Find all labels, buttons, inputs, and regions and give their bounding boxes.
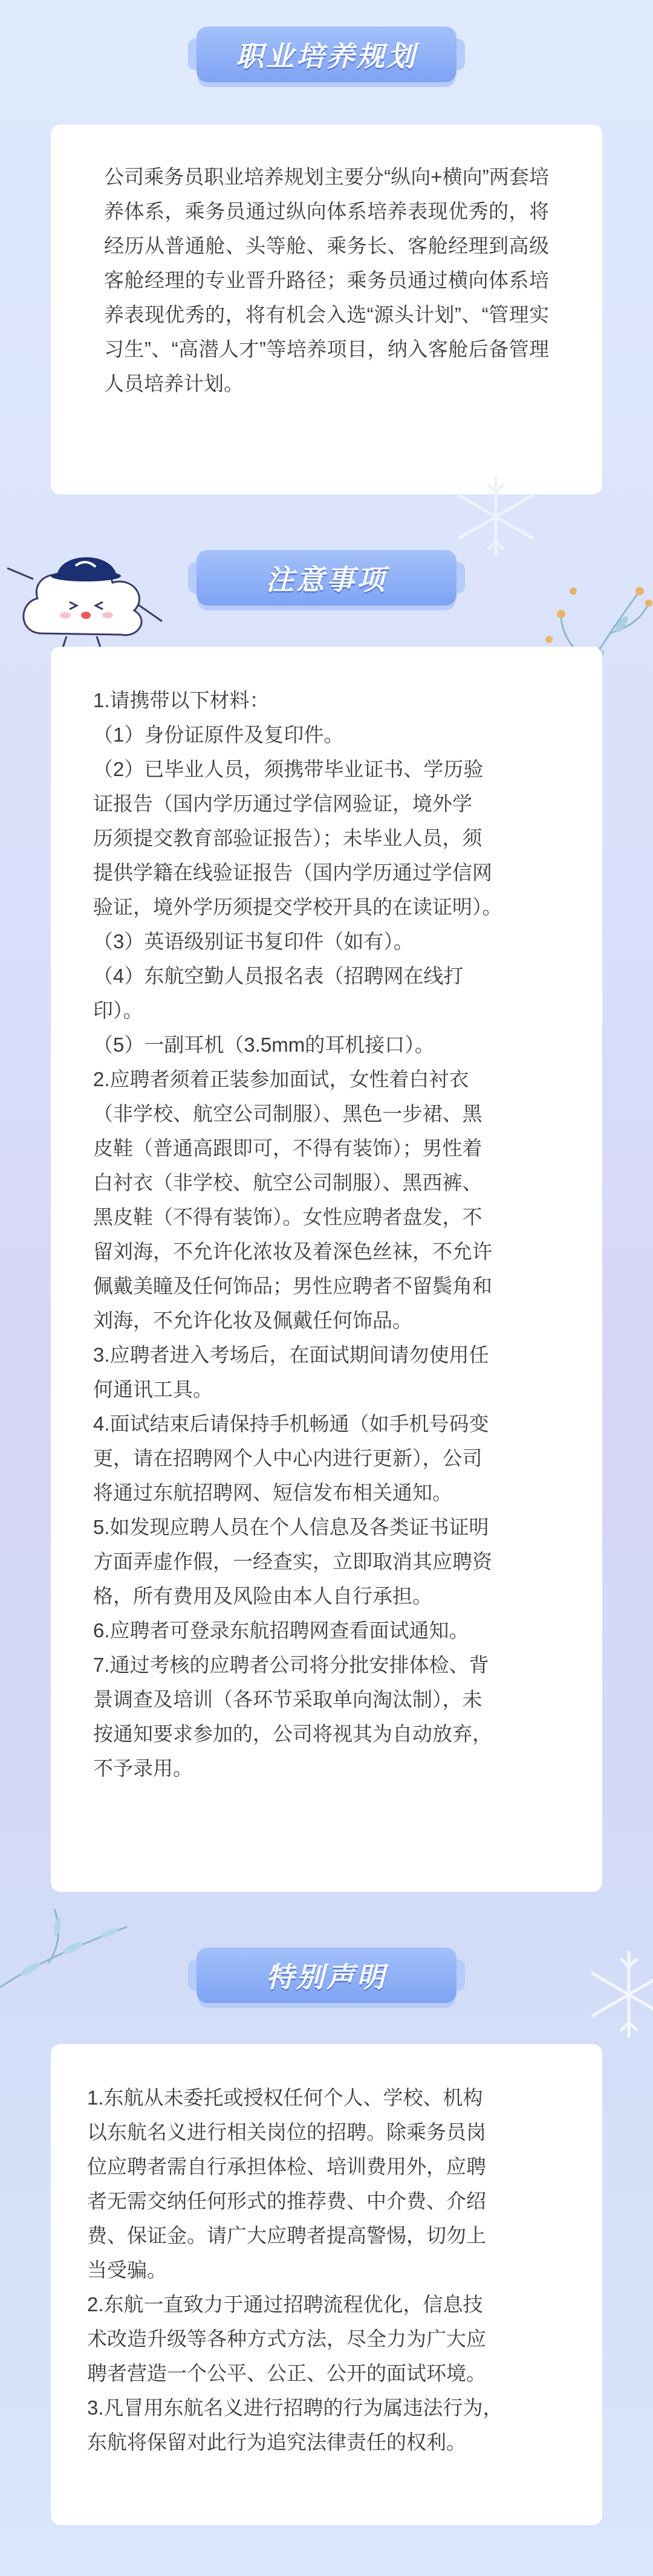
text-line: 1.请携带以下材料： (93, 689, 270, 711)
text-line: 刘海，不允许化妆及佩戴任何饰品。 (93, 1309, 412, 1332)
text-line: （5）一副耳机（3.5mm的耳机接口）。 (93, 1034, 435, 1056)
section-title-text: 职业培养规划 (236, 40, 417, 72)
text-line: 何通讯工具。 (93, 1378, 213, 1400)
text-line: 黑皮鞋（不得有装饰）。女性应聘者盘发，不 (93, 1206, 482, 1228)
text-line: 东航将保留对此行为追究法律责任的权利。 (87, 2431, 466, 2453)
text-line: 以东航名义进行相关岗位的招聘。除乘务员岗 (87, 2121, 486, 2143)
section-title-text: 特别声明 (266, 1961, 387, 1993)
snowflake-icon (580, 1946, 653, 2043)
text-line: （4）东航空勤人员报名表（招聘网在线打 (93, 965, 464, 987)
text-line: 6.应聘者可登录东航招聘网查看面试通知。 (93, 1619, 469, 1642)
text-line: 1.东航从未委托或授权任何个人、学校、机构 (87, 2086, 483, 2109)
text-line: 3.应聘者进入考场后，在面试期间请勿使用任 (93, 1344, 489, 1366)
cloud-mascot-icon (0, 531, 175, 658)
text-line: 佩戴美瞳及任何饰品；男性应聘者不留鬓角和 (93, 1275, 492, 1297)
text-line: 按通知要求参加的，公司将视其为自动放弃， (93, 1723, 492, 1745)
declaration-card (51, 2044, 602, 2525)
text-line: 位应聘者需自行承担体检、培训费用外，应聘 (87, 2155, 486, 2178)
text-line: 皮鞋（普通高跟即可，不得有装饰）；男性着 (93, 1137, 482, 1159)
text-line: 验证，境外学历须提交学校开具的在读证明）。 (93, 896, 502, 918)
text-line: 4.面试结束后请保持手机畅通（如手机号码变 (93, 1413, 489, 1435)
text-line: 术改造升级等各种方式方法，尽全力为广大应 (87, 2328, 486, 2350)
text-line: 印）。 (93, 999, 143, 1021)
text-line: 白衬衣（非学校、航空公司制服）、黑西裤、 (93, 1171, 482, 1194)
text-line: 历须提交教育部验证报告）；未毕业人员，须 (93, 827, 482, 849)
text-line: （3）英语级别证书复印件（如有）。 (93, 930, 414, 953)
text-line: 将通过东航招聘网、短信发布相关通知。 (93, 1481, 452, 1504)
text-line: （2）已毕业人员，须携带毕业证书、学历验 (93, 758, 484, 780)
text-line: 5.如发现应聘人员在个人信息及各类证书证明 (93, 1516, 489, 1538)
text-line: 不予录用。 (93, 1757, 193, 1779)
text-line: 景调查及培训（各环节采取单向淘汰制），未 (93, 1688, 482, 1710)
section-title-notes (197, 550, 456, 606)
text-line: 者无需交纳任何形式的推荐费、中介费、介绍 (87, 2190, 486, 2212)
snowflake-icon (441, 471, 550, 562)
text-line: 格，所有费用及风险由本人自行承担。 (93, 1585, 432, 1607)
section-title-text: 注意事项 (266, 564, 387, 595)
notes-card (51, 647, 602, 1892)
career-plan-paragraph: 公司乘务员职业培养规划主要分“纵向+横向”两套培养体系，乘务员通过纵向体系培养表现优秀的，将经历从普通舱、头等舱、乘务长、客舱经理到高级客舱经理的专业晋升路径；乘务员通过横向体系培养表现优秀的，将有机会入选“源头计划”、“管理实习生”、“高潜人才”等培养项目，纳入客舱后备管理人员培养计划。 (104, 166, 549, 395)
section-title-career-plan (197, 27, 456, 82)
text-line: 7.通过考核的应聘者公司将分批安排体检、背 (93, 1654, 489, 1676)
declaration-list (87, 2080, 602, 2459)
text-line: （非学校、航空公司制服）、黑色一步裙、黑 (93, 1102, 482, 1125)
text-line: （1）身份证原件及复印件。 (93, 723, 344, 746)
text-line: 提供学籍在线验证报告（国内学历通过学信网 (93, 861, 492, 884)
text-line: 2.东航一直致力于通过招聘流程优化，信息技 (87, 2293, 483, 2315)
title-pill (197, 1947, 456, 2003)
text-line: 当受骗。 (87, 2259, 167, 2281)
text-line: 留刘海，不允许化浓妆及着深色丝袜，不允许 (93, 1240, 492, 1263)
text-line: 2.应聘者须着正装参加面试，女性着白衬衣 (93, 1068, 469, 1090)
title-pill (197, 27, 456, 82)
title-pill (197, 550, 456, 606)
notes-list (93, 683, 602, 1785)
text-line: 更，请在招聘网个人中心内进行更新），公司 (93, 1447, 482, 1469)
text-line: 费、保证金。请广大应聘者提高警惕，切勿上 (87, 2224, 486, 2247)
text-line: 方面弄虚作假，一经查实，立即取消其应聘资 (93, 1550, 492, 1573)
branch-decoration-icon (0, 1891, 139, 1999)
text-line: 3.凡冒用东航名义进行招聘的行为属违法行为， (87, 2396, 503, 2419)
text-line: 证报告（国内学历通过学信网验证，境外学 (93, 792, 472, 815)
section-title-declaration (197, 1947, 456, 2003)
career-plan-card (51, 125, 602, 494)
text-line: 聘者营造一个公平、公正、公开的面试环境。 (87, 2362, 486, 2384)
